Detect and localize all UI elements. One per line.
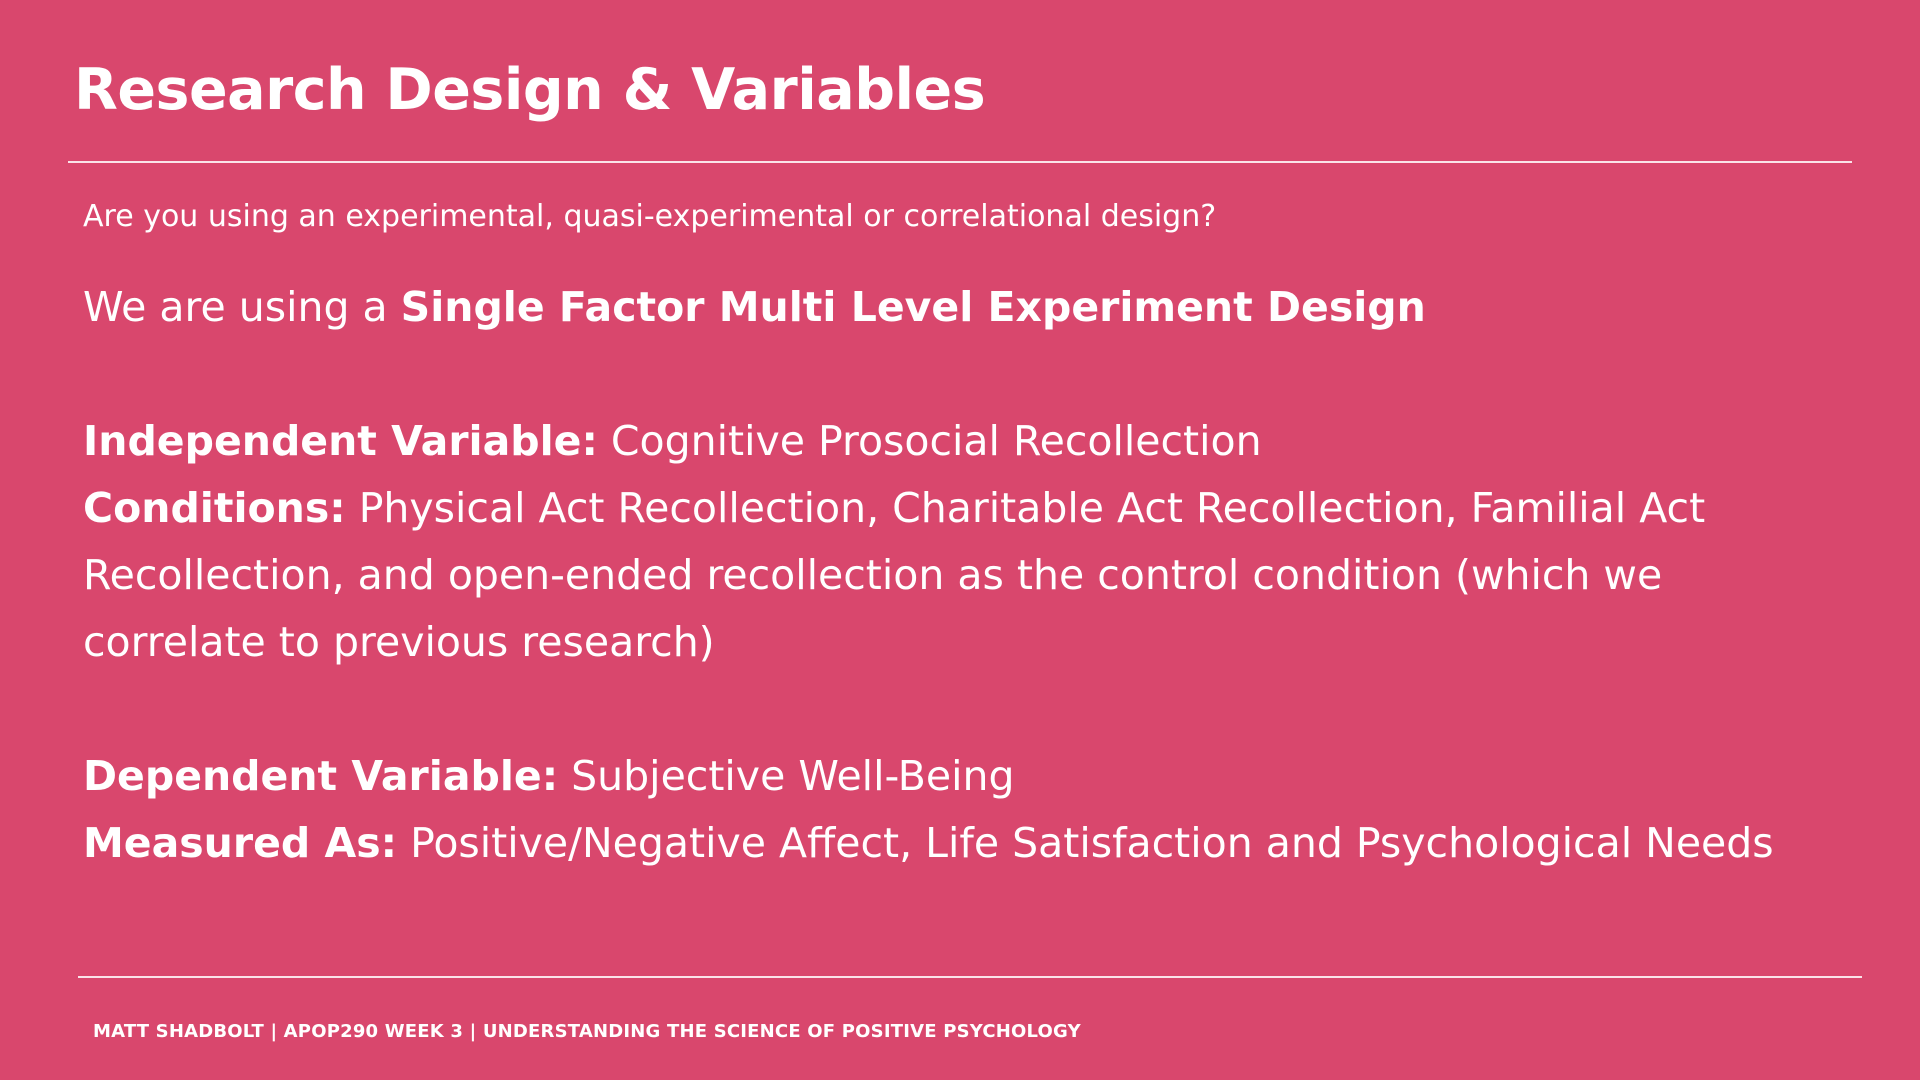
footer-divider (78, 976, 1862, 978)
dependent-variable (83, 743, 1843, 810)
design-value: Single Factor Multi Level Experiment Design (400, 283, 1426, 331)
measured-as-label: Measured As: (83, 819, 398, 867)
independent-variable-label: Independent Variable: (83, 417, 598, 465)
spacer (83, 676, 1843, 743)
spacer (83, 341, 1843, 408)
independent-variable-value: Cognitive Prosocial Recollection (597, 417, 1262, 465)
dependent-variable-value: Subjective Well-Being (558, 752, 1015, 800)
conditions-value: Physical Act Recollection, Charitable Act Recollection, Familial Act Recollection, and open-ended recollection as the control condition (which we correlate to previous research) (83, 484, 1706, 666)
conditions (83, 475, 1843, 676)
design-statement (83, 274, 1843, 341)
slide-title: Research Design & Variables (74, 57, 986, 123)
title-divider (68, 161, 1852, 163)
design-prefix: We are using a (83, 283, 401, 331)
slide-footer: MATT SHADBOLT | APOP290 WEEK 3 | UNDERSTANDING THE SCIENCE OF POSITIVE PSYCHOLOGY (93, 1021, 1081, 1042)
design-question: Are you using an experimental, quasi-experimental or correlational design? (83, 199, 1217, 234)
measured-as-value: Positive/Negative Affect, Life Satisfaction and Psychological Needs (397, 819, 1774, 867)
slide-body (83, 274, 1843, 877)
independent-variable (83, 408, 1843, 475)
measured-as (83, 810, 1843, 877)
conditions-label: Conditions: (83, 484, 346, 532)
dependent-variable-label: Dependent Variable: (83, 752, 559, 800)
